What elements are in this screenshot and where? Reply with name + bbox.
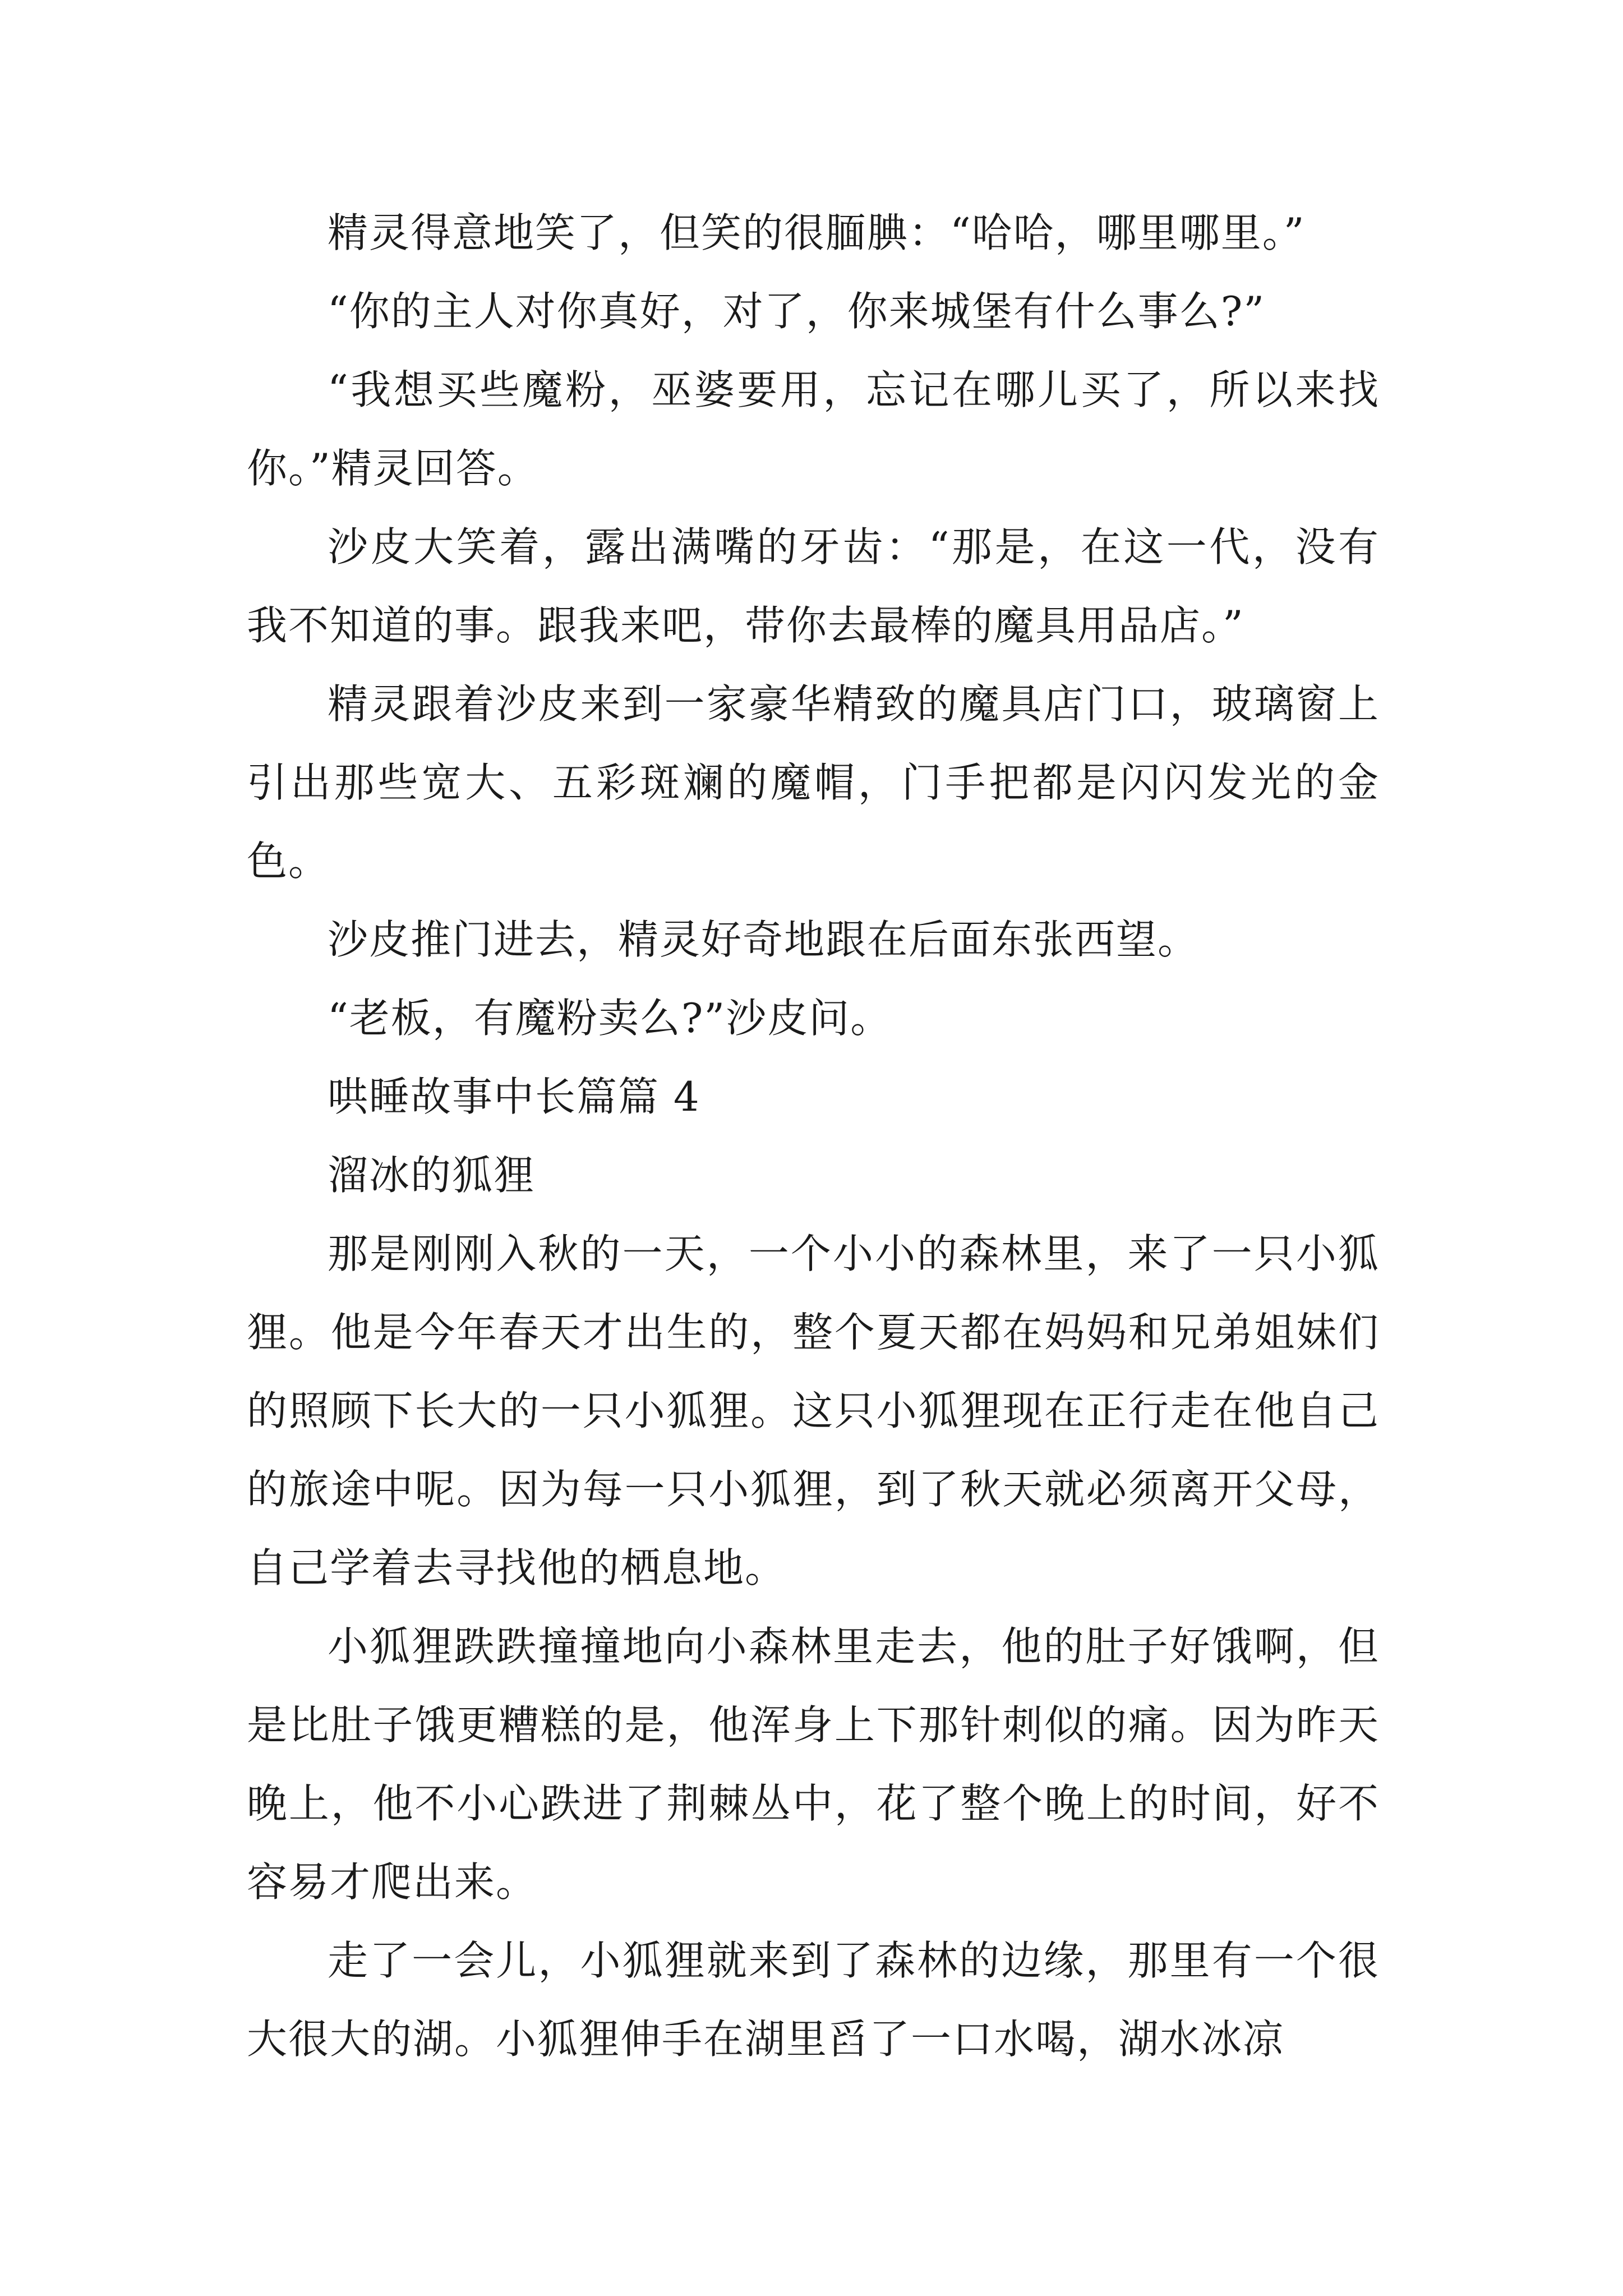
body-text: [247, 194, 1380, 2078]
paragraph: 那是刚刚入秋的一天，一个小小的森林里，来了一只小狐狸。他是今年春天才出生的，整个夏天都在妈妈和兄弟姐妹们的照顾下长大的一只小狐狸。这只小狐狸现在正行走在他自己的旅途中呢。因为每一只小狐狸，到了秋天就必须离开父母，自己学着去寻找他的栖息地。: [247, 1230, 1380, 1591]
paragraph: “你的主人对你真好，对了，你来城堡有什么事么?”: [328, 288, 1266, 335]
paragraph: 精灵跟着沙皮来到一家豪华精致的魔具店门口，玻璃窗上引出那些宽大、五彩斑斓的魔帽，门手把都是闪闪发光的金色。: [247, 680, 1380, 885]
paragraph: “我想买些魔粉，巫婆要用，忘记在哪儿买了，所以来找你。”精灵回答。: [247, 366, 1380, 492]
story-title: 溜冰的狐狸: [328, 1152, 536, 1199]
paragraph: 沙皮大笑着，露出满嘴的牙齿：“那是，在这一代，没有我不知道的事。跟我来吧，带你去最棒的魔具用品店。”: [247, 523, 1380, 649]
paragraph: 沙皮推门进去，精灵好奇地跟在后面东张西望。: [328, 916, 1200, 963]
paragraph: 小狐狸跌跌撞撞地向小森林里走去，他的肚子好饿啊，但是比肚子饿更糟糕的是，他浑身上下那针刺似的痛。因为昨天晚上，他不小心跌进了荆棘丛中，花了整个晚上的时间，好不容易才爬出来。: [247, 1623, 1380, 1906]
paragraph: 精灵得意地笑了，但笑的很腼腆：“哈哈，哪里哪里。”: [328, 209, 1306, 256]
paragraph: “老板，有魔粉卖么?”沙皮问。: [328, 995, 892, 1042]
paragraph: 走了一会儿，小狐狸就来到了森林的边缘，那里有一个很大很大的湖。小狐狸伸手在湖里舀了一口水喝，湖水冰凉: [247, 1937, 1380, 2063]
section-heading: 哄睡故事中长篇篇 4: [328, 1073, 700, 1120]
